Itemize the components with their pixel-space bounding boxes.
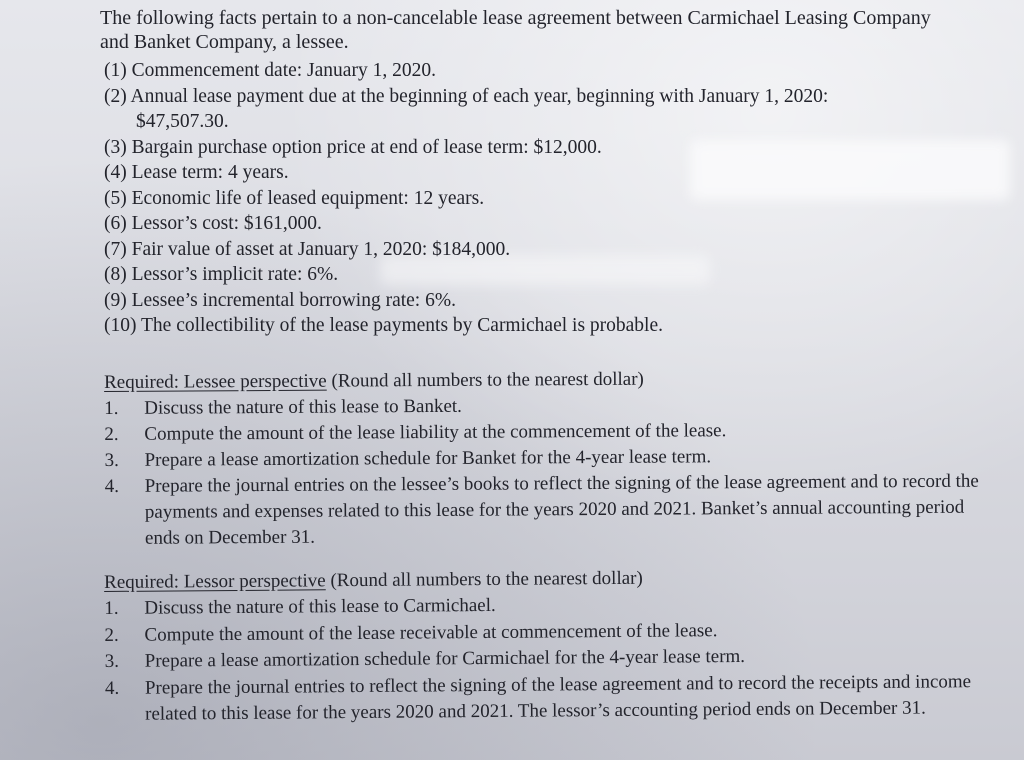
fact-item: (8) Lessor’s implicit rate: 6%. (104, 264, 339, 285)
heading-title: Required: Lessor perspective (104, 570, 326, 593)
fact-item: (10) The collectibility of the lease payments by Carmichael is probable. (104, 315, 664, 336)
requirement-item: 1. Discuss the nature of this lease to Carmichael. (104, 594, 496, 619)
fact-item: (2) Annual lease payment due at the beginning of each year, beginning with January 1, 2020: $47,507.30. (104, 85, 829, 132)
heading-title: Required: Lessee perspective (104, 370, 327, 393)
fact-item: (3) Bargain purchase option price at end of lease term: $12,000. (104, 136, 602, 158)
intro-paragraph: The following facts pertain to a non-cancelable lease agreement between Carmichael Leasing Company and Banket Company, a lessee. (100, 7, 931, 53)
facts-list (104, 58, 964, 339)
requirement-item: 4. Prepare the journal entries on the lessee’s books to reflect the signing of the lease agreement and to record the payments and expenses related to this lease for the years 2020 and 2021. Banket’s annual accounting period ends on December 31. (104, 470, 979, 549)
lessor-requirements (104, 563, 985, 728)
lessee-requirements (104, 365, 985, 552)
requirement-list (104, 589, 985, 728)
heading-note: (Round all numbers to the nearest dollar) (325, 567, 643, 592)
requirement-item: 3. Prepare a lease amortization schedule for Carmichael for the 4-year lease term. (104, 645, 746, 672)
fact-item: (7) Fair value of asset at January 1, 2020: $184,000. (104, 238, 511, 260)
fact-item: (4) Lease term: 4 years. (104, 162, 289, 183)
requirement-list (104, 391, 985, 552)
requirement-item: 3. Prepare a lease amortization schedule for Banket for the 4-year lease term. (104, 446, 712, 471)
requirement-item: 4. Prepare the journal entries to reflect the signing of the lease agreement and to record the receipts and income related to this lease for the years 2020 and 2021. The lessor’s accounting period ends on December 31. (104, 670, 972, 725)
requirement-item: 1. Discuss the nature of this lease to Banket. (104, 395, 462, 419)
fact-continuation: $47,507.30. (136, 111, 229, 132)
fact-item: (6) Lessor’s cost: $161,000. (104, 213, 322, 234)
requirement-item: 2. Compute the amount of the lease liability at the commencement of the lease. (104, 420, 727, 445)
fact-item: (9) Lessee’s incremental borrowing rate: 6%. (104, 289, 456, 311)
heading-note: (Round all numbers to the nearest dollar) (326, 368, 644, 392)
requirement-item: 2. Compute the amount of the lease receivable at commencement of the lease. (104, 619, 718, 646)
fact-item: (1) Commencement date: January 1, 2020. (104, 60, 436, 81)
fact-item: (5) Economic life of leased equipment: 12 years. (104, 187, 485, 209)
